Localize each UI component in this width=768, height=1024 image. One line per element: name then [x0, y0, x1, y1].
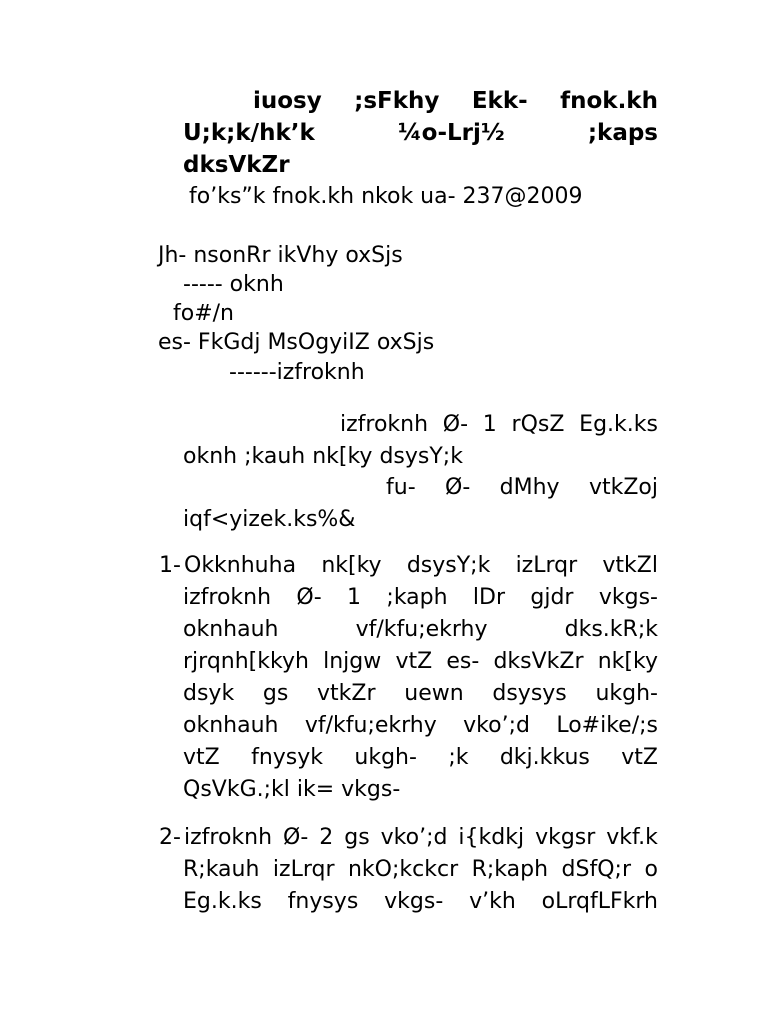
word: izLrqr: [272, 857, 335, 882]
word: Eg.k.ks: [579, 412, 658, 437]
word: es-: [446, 649, 480, 674]
title-line-3: dksVkZr: [183, 152, 290, 178]
word: fnok.kh: [560, 88, 658, 114]
point-1-line-7: [183, 742, 658, 774]
versus-label: fo#/n: [173, 301, 234, 326]
point-1-line-2: [183, 582, 658, 614]
word: izfroknh: [340, 412, 429, 437]
word: uewn: [404, 681, 464, 706]
word: gs: [262, 681, 289, 706]
word: oknhauh: [183, 617, 279, 642]
defendant-role: ------izfroknh: [229, 360, 365, 385]
word: 2: [319, 825, 334, 850]
word: v’kh: [469, 889, 516, 914]
word: o: [644, 857, 658, 882]
word: Ø-: [442, 412, 469, 437]
word: vf/kfu;ekrhy: [304, 713, 437, 738]
defendant-name: es- FkGdj MsOgyiIZ oxSjs: [158, 330, 435, 355]
word: dsyk: [183, 681, 235, 706]
word: dks.kR;k: [564, 617, 658, 642]
point-1-line-1: [184, 550, 658, 582]
word: ;kaps: [587, 120, 658, 146]
word: ;k: [448, 745, 469, 770]
word: fnysyk: [251, 745, 324, 770]
plaintiff-name: Jh- nsonRr ikVhy oxSjs: [158, 243, 403, 268]
word: ;sFkhy: [354, 88, 440, 114]
word: vtkZr: [317, 681, 376, 706]
point-2-line-3: [183, 886, 658, 918]
word: Lo#ike/;s: [556, 713, 658, 738]
point-2-number: 2-: [159, 825, 181, 850]
word: iuosy: [253, 88, 322, 114]
word: dksVkZr: [493, 649, 584, 674]
word: lnjgw: [323, 649, 382, 674]
word: oLrqfLFkrh: [541, 889, 658, 914]
word: dsysY;k: [406, 553, 491, 578]
word: Ekk-: [471, 88, 528, 114]
title-line-2: [183, 117, 658, 149]
word: rjrqnh[kkyh: [183, 649, 309, 674]
word: nk[ky: [321, 553, 382, 578]
case-number: fo’ks”k fnok.kh nkok ua- 237@2009: [189, 184, 583, 209]
point-1-line-5: [183, 678, 658, 710]
point-1-line-4: [183, 646, 658, 678]
word: oknhauh: [183, 713, 279, 738]
word: dsysys: [492, 681, 567, 706]
word: R;kaph: [471, 857, 549, 882]
intro-line-2: oknh ;kauh nk[ky dsysY;k: [183, 444, 463, 469]
title-line-1: [253, 85, 658, 117]
word: U;k;k/hk’k: [183, 120, 315, 146]
word: vtZ: [395, 649, 433, 674]
word: Ø-: [296, 585, 322, 610]
word: dSfQ;r: [561, 857, 631, 882]
point-1-line-6: [183, 710, 658, 742]
word: fu-: [386, 475, 416, 500]
word: rQsZ: [511, 412, 565, 437]
word: 1: [482, 412, 497, 437]
word: nkO;kckcr: [347, 857, 459, 882]
word: vkgsr: [535, 825, 596, 850]
word: vtkZl: [602, 553, 658, 578]
word: dkj.kkus: [499, 745, 590, 770]
word: izLrqr: [515, 553, 578, 578]
word: vko’;d: [380, 825, 448, 850]
word: vtZ: [183, 745, 220, 770]
word: vkgs-: [384, 889, 444, 914]
word: Okknhuha: [184, 553, 297, 578]
word: vkgs-: [598, 585, 658, 610]
word: R;kauh: [183, 857, 260, 882]
word: i{kdkj: [458, 825, 525, 850]
word: vtZ: [621, 745, 658, 770]
word: ;kaph: [386, 585, 448, 610]
word: ukgh-: [354, 745, 417, 770]
word: izfroknh: [184, 825, 273, 850]
intro-line-3: [386, 472, 658, 504]
word: vtkZoj: [588, 475, 658, 500]
word: ukgh-: [595, 681, 658, 706]
point-1-line-8: QsVkG.;kl ik= vkgs-: [183, 777, 401, 802]
point-1-number: 1-: [159, 553, 181, 578]
plaintiff-role: ----- oknh: [183, 272, 284, 297]
word: vko’;d: [463, 713, 530, 738]
intro-line-1: [340, 409, 658, 441]
point-2-line-2: [183, 854, 658, 886]
word: fnysys: [287, 889, 359, 914]
intro-line-4: iqf<yizek.ks%&: [183, 507, 356, 532]
word: Ø-: [283, 825, 309, 850]
word: gjdr: [530, 585, 574, 610]
point-1-line-3: [183, 614, 658, 646]
word: vkf.k: [606, 825, 658, 850]
word: dMhy: [499, 475, 560, 500]
word: Eg.k.ks: [183, 889, 262, 914]
word: izfroknh: [183, 585, 272, 610]
word: lDr: [472, 585, 506, 610]
point-2-line-1: [184, 822, 658, 854]
word: nk[ky: [597, 649, 658, 674]
word: 1: [347, 585, 362, 610]
word: vf/kfu;ekrhy: [355, 617, 488, 642]
word: Ø-: [445, 475, 471, 500]
word: ¼o-Lrj½: [397, 120, 505, 146]
word: gs: [344, 825, 370, 850]
